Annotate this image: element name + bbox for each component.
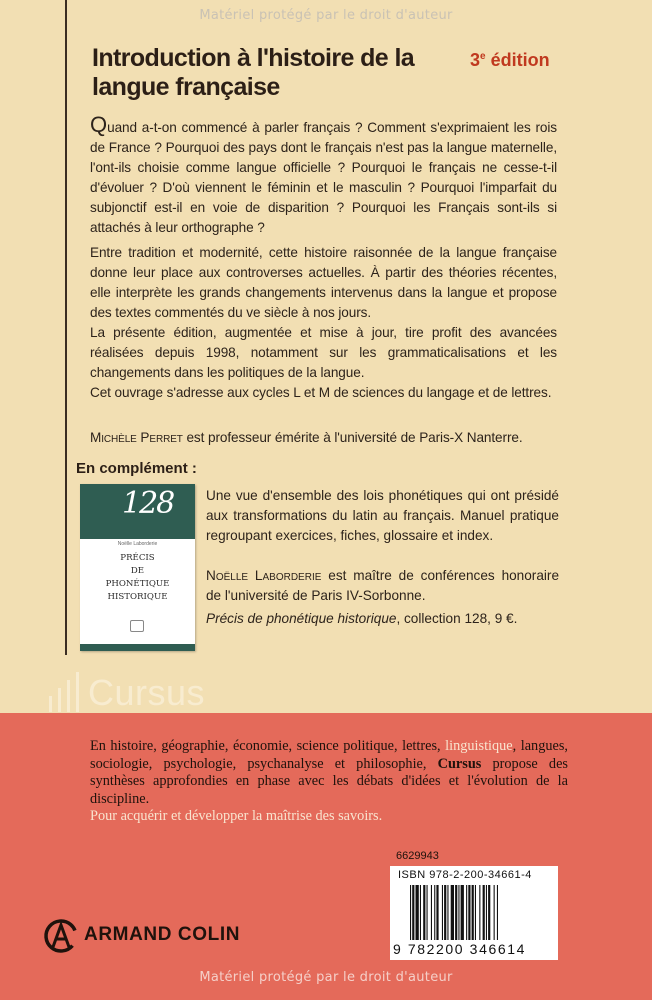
copyright-watermark-top: Matériel protégé par le droit d'auteur	[199, 8, 453, 23]
series-number: 128	[122, 486, 174, 521]
isbn-label: ISBN 978-2-200-34661-4	[398, 869, 532, 881]
barcode	[390, 866, 558, 960]
author-bio: est professeur émérite à l'université de Paris-X Nanterre.	[182, 430, 523, 445]
publisher-logo-icon	[130, 620, 144, 632]
publisher-logo	[42, 917, 241, 957]
complement-author	[206, 566, 559, 606]
cover-title-line: DE	[130, 566, 145, 576]
cover-title-line: HISTORIQUE	[107, 592, 168, 602]
publisher-name: ARMAND COLIN	[84, 924, 241, 945]
copyright-watermark-bottom: Matériel protégé par le droit d'auteur	[199, 970, 453, 985]
series-desc-part1: En histoire, géographie, économie, science politique, lettres,	[90, 738, 446, 754]
cover-title-line: PRÉCIS	[120, 553, 155, 563]
paragraph-questions-text: uand a-t-on commencé à parler français ? Comment s'exprimaient les rois de France ? Pourquoi des pays dont le français n'est pas la langue maternelle, l'ont-ils choisie comme langue officielle ? Pourquoi le français ne cesse-t-il d'évoluer ? D'où viennent le féminin et le masculin ? Pourquoi l'imparfait du subjonctif est-il en voie de disparition ? Pourquoi les Français sont-ils si attachés à leur orthographe ?	[90, 120, 557, 235]
ean-number: 9 782200 346614	[393, 941, 526, 957]
reference-details: , collection 128, 9 €.	[396, 611, 518, 626]
product-code: 6629943	[396, 850, 439, 862]
series-desc-part2: , langues, sociologie, psychologie, psychanalyse et philosophie,	[90, 738, 568, 772]
series-description	[90, 738, 568, 808]
left-rule-lower	[65, 455, 67, 655]
cover-title	[80, 552, 195, 604]
complement-book-cover	[80, 484, 195, 651]
complement-author-name: Noëlle Laborderie	[206, 568, 322, 583]
reference-title: Précis de phonétique historique	[206, 611, 397, 626]
cover-author: Noëlle Laborderie	[117, 541, 158, 547]
edition-label	[470, 50, 550, 71]
left-rule	[65, 0, 67, 455]
edition-number: 3	[470, 50, 481, 70]
edition-word: édition	[485, 50, 550, 70]
complement-heading: En complément :	[76, 460, 197, 477]
edition-suffix: e	[480, 51, 486, 62]
paragraph-author	[90, 428, 557, 448]
cover-title-line: PHONÉTIQUE	[105, 579, 170, 589]
paragraph-edition: La présente édition, augmentée et mise à jour, tire profit des avancées réalisées depuis 1998, notamment sur les grammaticalisations et les changements dans les politiques de la langue.	[90, 325, 557, 380]
series-slogan: Pour acquérir et développer la maîtrise des savoirs.	[90, 808, 383, 824]
author-name: Michèle Perret	[90, 430, 183, 445]
barcode-bars	[410, 885, 550, 940]
paragraph-tradition: Entre tradition et modernité, cette histoire raisonnée de la langue française donne leur place aux controverses actuelles. À partir des théories récentes, elle interprète les grands changements intervenus dans la langue et propose des textes commentés du ve siècle à nos jours.	[90, 245, 557, 320]
series-logo: Cursus	[88, 672, 206, 713]
book-title: Introduction à l'histoire de la langue française	[92, 44, 415, 101]
complement-author-bio: est maître de conférences honoraire de l'université de Paris IV-Sorbonne.	[206, 568, 559, 603]
series-desc-highlight: linguistique	[445, 738, 513, 754]
armand-colin-icon	[42, 917, 82, 957]
complement-reference	[206, 609, 559, 629]
series-desc-bold: Cursus	[437, 755, 482, 772]
series-desc-part3: propose des synthèses approfondies en phase avec les débats d'idées et l'évolution de la discipline.	[90, 755, 568, 807]
paragraph-audience: Cet ouvrage s'adresse aux cycles L et M de sciences du langage et de lettres.	[90, 385, 552, 400]
cover-bottom-band	[80, 644, 195, 651]
drop-cap: Q	[90, 112, 108, 137]
paragraph-questions	[90, 112, 557, 238]
complement-description: Une vue d'ensemble des lois phonétiques qui ont présidé aux transformations du latin au français. Manuel pratique regroupant exercices, fiches, glossaire et index.	[206, 488, 559, 543]
